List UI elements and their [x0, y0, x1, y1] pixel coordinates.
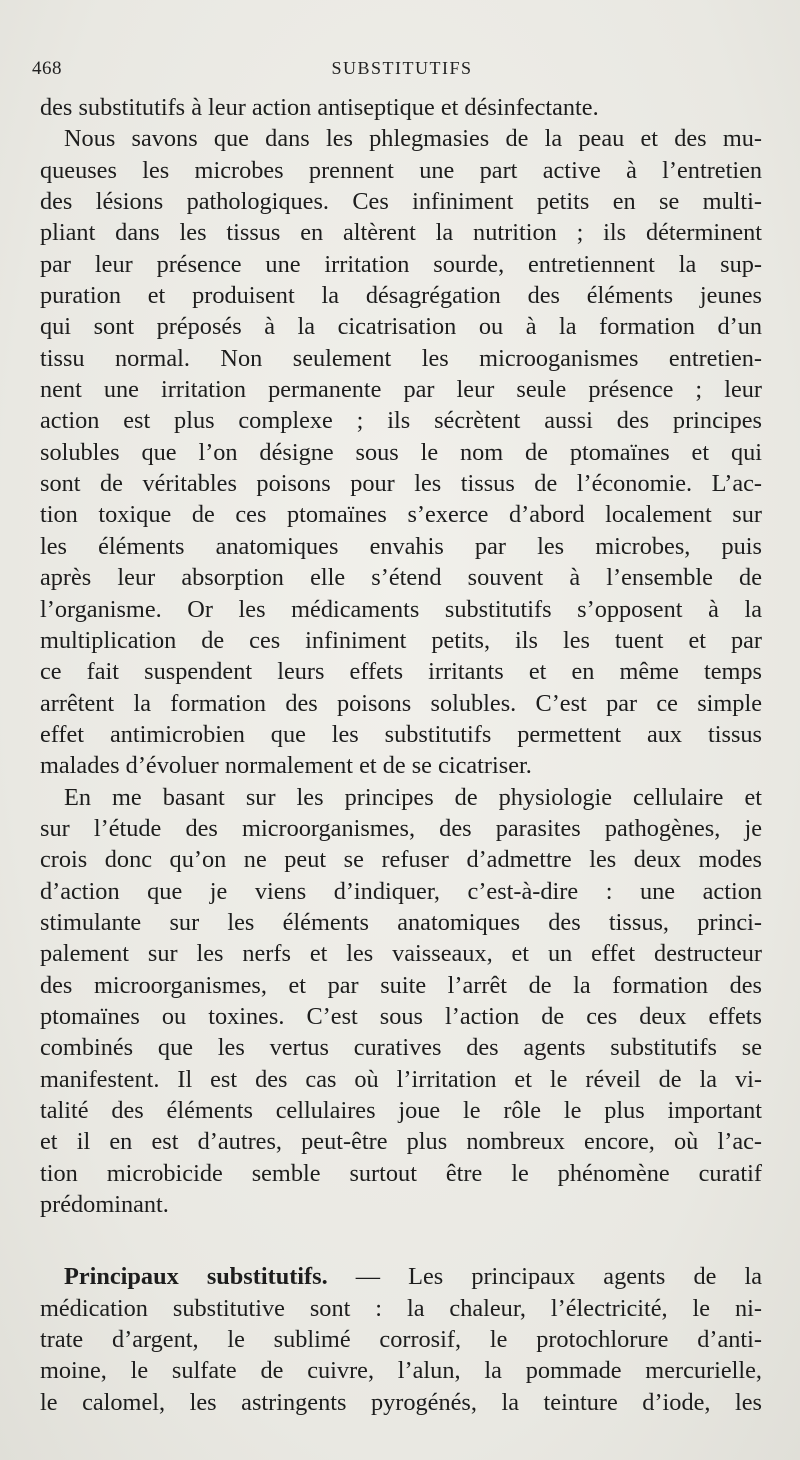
text-line: par leur présence une irritation sourde, entretiennent la sup- — [40, 250, 762, 278]
text-line: sur l’étude des microorganismes, des parasites pathogènes, je — [40, 814, 762, 842]
text-line: d’action que je viens d’indiquer, c’est-à-dire : une action — [40, 877, 762, 905]
text-line: tissu normal. Non seulement les microoganismes entretien- — [40, 344, 762, 372]
text-line: ce fait suspendent leurs effets irritants et en même temps — [40, 658, 762, 686]
text-line: moine, le sulfate de cuivre, l’alun, la pommade mercurielle, — [40, 1357, 762, 1385]
text-line: solubles que l’on désigne sous le nom de ptomaïnes et qui — [40, 438, 762, 466]
text-line: des lésions pathologiques. Ces infiniment petits en se multi- — [40, 188, 762, 216]
text-line: Nous savons que dans les phlegmasies de la peau et des mu- — [64, 125, 762, 153]
text-line: qui sont préposés à la cicatrisation ou à la formation d’un — [40, 313, 762, 341]
text-line: arrêtent la formation des poisons solubles. C’est par ce simple — [40, 689, 762, 717]
running-head: SUBSTITUTIFS — [331, 58, 473, 78]
text-line: médication substitutive sont : la chaleur, l’électricité, le ni- — [40, 1294, 762, 1322]
text-line: action est plus complexe ; ils sécrètent aussi des principes — [40, 407, 762, 435]
section-heading: Principaux substitutifs. — [64, 1263, 328, 1291]
text-line: l’organisme. Or les médicaments substitutifs s’opposent à la — [40, 595, 762, 623]
section-first-line — [40, 1261, 762, 1292]
text-line: puration et produisent la désagrégation des éléments jeunes — [40, 282, 762, 310]
text-line: prédominant. — [40, 1191, 169, 1219]
text-line: et il en est d’autres, peut-être plus nombreux encore, où l’ac- — [40, 1128, 762, 1156]
text-line: combinés que les vertus curatives des agents substitutifs se — [40, 1034, 762, 1062]
text-line: ptomaïnes ou toxines. C’est sous l’action de ces deux effets — [40, 1002, 762, 1030]
text-line: pliant dans les tissus en altèrent la nutrition ; ils déterminent — [40, 219, 762, 247]
page-number: 468 — [32, 58, 62, 79]
text-line: queuses les microbes prennent une part active à l’entretien — [40, 156, 762, 184]
paragraph-microbes — [40, 123, 762, 781]
text-line: talité des éléments cellulaires joue le rôle le plus important — [40, 1097, 762, 1124]
text-line: effet antimicrobien que les substitutifs permettent aux tissus — [40, 720, 762, 748]
text-line: stimulante sur les éléments anatomiques des tissus, princi- — [40, 908, 762, 936]
paragraph-physiology — [40, 782, 762, 1221]
text-line: tion toxique de ces ptomaïnes s’exerce d’abord localement sur — [40, 501, 762, 529]
body-text — [40, 92, 762, 1418]
paragraph-continuation — [40, 92, 762, 123]
section-first-line-text: — Les principaux agents de la — [327, 1263, 763, 1291]
text-line: le calomel, les astringents pyrogénés, la teinture d’iode, les — [40, 1388, 762, 1416]
text-line: En me basant sur les principes de physiologie cellulaire et — [64, 783, 762, 811]
text-line: crois donc qu’on ne peut se refuser d’admettre les deux modes — [40, 846, 762, 874]
text-line: nent une irritation permanente par leur seule présence ; leur — [40, 376, 762, 404]
page-header — [32, 58, 772, 86]
text-line: trate d’argent, le sublimé corrosif, le protochlorure d’anti- — [40, 1326, 762, 1354]
text-line: manifestent. Il est des cas où l’irritation et le réveil de la vi- — [40, 1065, 762, 1093]
text-line: malades d’évoluer normalement et de se cicatriser. — [40, 752, 532, 780]
text-line: des microorganismes, et par suite l’arrêt de la formation des — [40, 971, 762, 999]
section-principal-substitutes — [40, 1261, 762, 1418]
text-line: des substitutifs à leur action antiseptique et désinfectante. — [40, 94, 599, 121]
text-line: après leur absorption elle s’étend souvent à l’ensemble de — [40, 564, 762, 592]
text-line: tion microbicide semble surtout être le phénomène curatif — [40, 1159, 762, 1187]
text-line: multiplication de ces infiniment petits, ils les tuent et par — [40, 626, 762, 654]
text-line: les éléments anatomiques envahis par les microbes, puis — [40, 532, 762, 560]
section-spacer — [40, 1220, 762, 1261]
text-line: palement sur les nerfs et les vaisseaux, et un effet destructeur — [40, 940, 762, 968]
text-line: sont de véritables poisons pour les tissus de l’économie. L’ac- — [40, 470, 762, 498]
